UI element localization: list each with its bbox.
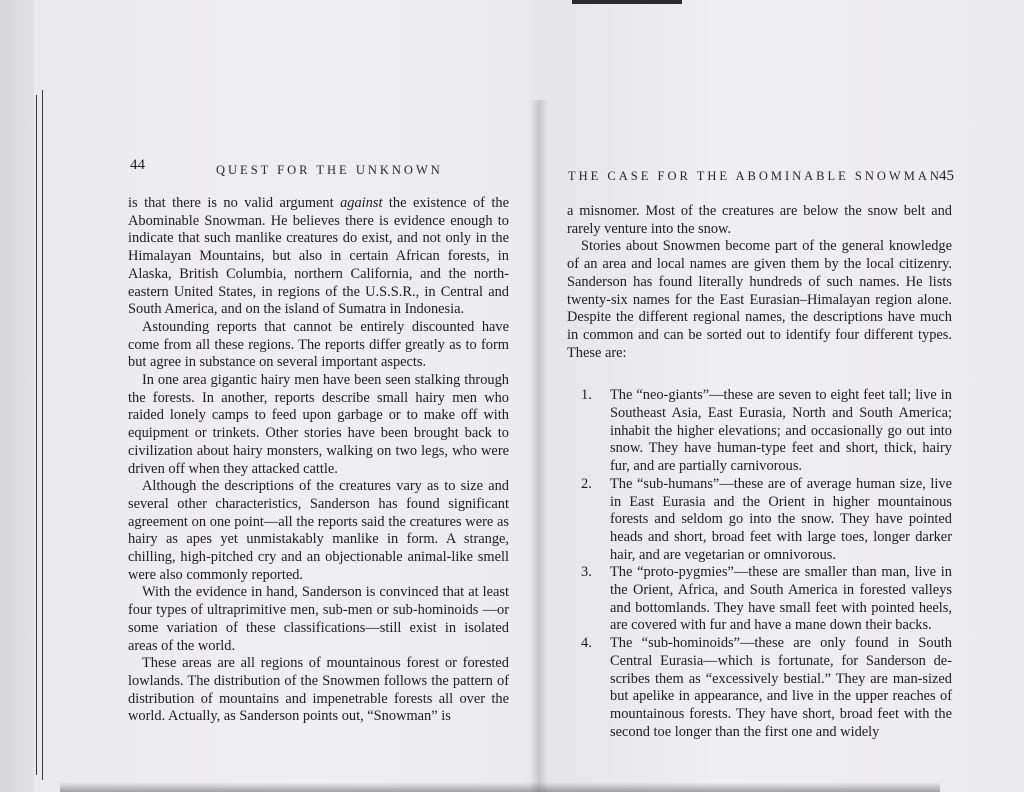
list-item: 1. The “neo-giants”—these are seven to eight feet tall; live in Southeast Asia, East Eurasia, North and South America; inhabit the higher elevations; and occasionally go out into snow. They have human-type feet and short, thick, hairy fur, and are partially carnivorous.	[581, 387, 952, 475]
top-edge-mark	[572, 0, 682, 4]
page-edge-line	[36, 95, 37, 775]
list-number: 2.	[581, 475, 592, 492]
page-edge-line	[42, 90, 43, 780]
paragraph: Stories about Snowmen become part of the general knowledge of an area and local names are given them by the local citizenry. Sanderson has found literally hundreds of such names. He lists twenty-six names for the East Eurasian–Himalayan region alone. Despite the different regional names, the descriptions have much in common and can be sorted out to identify four different types. These are:	[567, 238, 952, 361]
list-item: 3. The “proto-pygmies”—these are smaller than man, live in the Orient, Africa, and South America in forested valleys and bottomlands. They have small feet with pointed heels, are covered with fur and have a mane down their backs.	[581, 564, 952, 634]
book-edge	[0, 0, 34, 792]
paragraph: a misnomer. Most of the creatures are below the snow belt and rarely venture into the snow.	[567, 203, 952, 237]
left-page-text	[128, 195, 509, 726]
running-header-left: QUEST FOR THE UNKNOWN	[216, 163, 443, 177]
emphasis: against	[340, 195, 383, 211]
running-header-right: THE CASE FOR THE ABOMINABLE SNOWMAN	[568, 169, 942, 183]
creature-types-list	[567, 387, 952, 741]
paragraph: With the evidence in hand, Sanderson is convinced that at least four types of ultraprimitive men, sub-men or sub-hominoids —or some variation of these classifications—still exist in isolated areas of the world.	[128, 584, 509, 654]
list-number: 3.	[581, 564, 592, 581]
list-item: 2. The “sub-humans”—these are of average human size, live in East Eurasia and the Orient in higher mountainous forests and seldom go into the snow. They have pointed heads and short, broad feet with large toes, longer darker hair, and are vegetarian or omnivorous.	[581, 475, 952, 563]
paragraph: is that there is no valid argument against the existence of the Abominable Snowman. He believes there is evidence enough to indicate that such manlike creatures do exist, and not only in the Himalayan Mountains, but also in certain African forests, in Alaska, British Columbia, northern California, and the northeastern United States, in regions of the U.S.S.R., in Central and South America, and on the island of Sumatra in Indonesia.	[128, 195, 510, 318]
book-gutter	[530, 100, 548, 792]
paragraph: In one area gigantic hairy men have been seen stalking through the forests. In another, reports describe small hairy men who raided lonely camps to feed upon garbage or to make off with equipment or trinkets. Other stories have been brought back to civilization about hairy monsters, walking on two legs, who were driven off when they attacked cattle.	[128, 372, 509, 477]
list-number: 1.	[581, 387, 592, 404]
page-bottom-shadow	[60, 782, 940, 792]
paragraph: These areas are all regions of mountainous forest or forested lowlands. The distribution of the Snowmen follows the pattern of distribution of mountains and impenetrable forests all over the world. Actually, as Sanderson points out, “Snowman” is	[128, 655, 509, 725]
page-number-right: 45	[939, 168, 954, 184]
list-item: 4. The “sub-hominoids”—these are only found in South Central Eurasia—which is fortunate, for Sanderson describes them as “excessively bestial.” They are man-sized but apelike in appearance, and live in the upper reaches of mountainous forests. They have short, broad feet with the second toe longer than the first one and widely	[581, 635, 952, 740]
list-number: 4.	[581, 635, 592, 652]
paragraph: Although the descriptions of the creatures vary as to size and several other characteristics, Sanderson has found significant agreement on one point—all the reports said the creatures were as hairy as apes yet unmistakably manlike in form. A strange, chilling, high-pitched cry and an objectionable animal-like smell were also commonly reported.	[128, 478, 509, 583]
paragraph: Astounding reports that cannot be entirely discounted have come from all these regions. The reports differ greatly as to form but agree in substance on several important aspects.	[128, 318, 509, 371]
page-number-left: 44	[130, 157, 145, 173]
right-page-text	[567, 203, 952, 741]
